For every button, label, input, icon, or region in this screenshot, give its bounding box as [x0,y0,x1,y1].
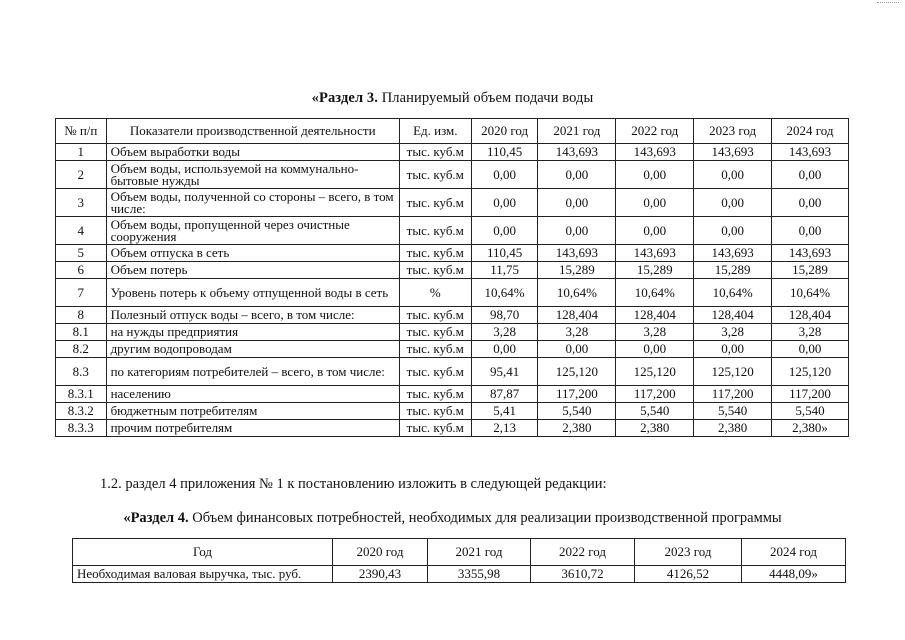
value-2024: 117,200 [772,386,849,403]
value-2020: 3,28 [471,324,538,341]
value-2021: 0,00 [538,189,616,217]
value-2023: 143,693 [694,245,772,262]
value-2023: 10,64% [694,279,772,307]
row-unit: тыс. куб.м [399,189,471,217]
table-header-row [73,539,846,566]
value-2024: 15,289 [772,262,849,279]
table-row [56,307,849,324]
row-name: Объем выработки воды [106,144,399,161]
value-2023: 0,00 [694,161,772,189]
row-name: Объем потерь [106,262,399,279]
value-2023: 2,380 [694,420,772,437]
value-2024: 2,380» [772,420,849,437]
row-unit: тыс. куб.м [399,307,471,324]
row-unit: тыс. куб.м [399,341,471,358]
value-2021: 2,380 [538,420,616,437]
row-number: 6 [56,262,107,279]
table-row [56,386,849,403]
value-2024: 3,28 [772,324,849,341]
row-name: Необходимая валовая выручка, тыс. руб. [73,566,333,583]
value-2023: 143,693 [694,144,772,161]
value-2024: 4448,09» [742,566,846,583]
value-2024: 143,693 [772,245,849,262]
value-2021: 0,00 [538,341,616,358]
value-2024: 125,120 [772,358,849,386]
value-2023: 128,404 [694,307,772,324]
value-2023: 117,200 [694,386,772,403]
value-2023: 15,289 [694,262,772,279]
row-number: 3 [56,189,107,217]
header-2020: 2020 год [333,539,428,566]
table-row [56,324,849,341]
row-name: бюджетным потребителям [106,403,399,420]
row-name: прочим потребителям [106,420,399,437]
section-4-quote: « [123,510,131,526]
row-number: 8 [56,307,107,324]
row-name: населению [106,386,399,403]
table-row [56,144,849,161]
header-year: Год [73,539,333,566]
row-number: 8.3.3 [56,420,107,437]
table-row [56,161,849,189]
scan-artifact [877,2,899,6]
value-2021: 117,200 [538,386,616,403]
header-2022: 2022 год [531,539,635,566]
row-number: 8.3 [56,358,107,386]
value-2021: 143,693 [538,245,616,262]
value-2023: 0,00 [694,189,772,217]
value-2020: 95,41 [471,358,538,386]
value-2022: 0,00 [616,161,694,189]
value-2021: 3355,98 [428,566,531,583]
value-2020: 2,13 [471,420,538,437]
value-2023: 0,00 [694,217,772,245]
row-unit: тыс. куб.м [399,161,471,189]
row-number: 2 [56,161,107,189]
table-row [56,358,849,386]
value-2022: 3610,72 [531,566,635,583]
value-2020: 0,00 [471,341,538,358]
amendment-paragraph: 1.2. раздел 4 приложения № 1 к постановлению изложить в следующей редакции: [100,476,607,492]
header-2023: 2023 год [635,539,742,566]
value-2021: 15,289 [538,262,616,279]
value-2021: 125,120 [538,358,616,386]
value-2023: 125,120 [694,358,772,386]
value-2022: 10,64% [616,279,694,307]
value-2023: 5,540 [694,403,772,420]
row-unit: тыс. куб.м [399,217,471,245]
table-header-row [56,119,849,144]
row-name: другим водопроводам [106,341,399,358]
table-row [56,279,849,307]
row-unit: тыс. куб.м [399,420,471,437]
row-unit: тыс. куб.м [399,403,471,420]
table-row [56,189,849,217]
header-2022: 2022 год [616,119,694,144]
value-2024: 5,540 [772,403,849,420]
row-name: Полезный отпуск воды – всего, в том числе: [106,307,399,324]
value-2023: 3,28 [694,324,772,341]
value-2022: 0,00 [616,217,694,245]
value-2024: 0,00 [772,189,849,217]
value-2021: 10,64% [538,279,616,307]
header-2021: 2021 год [428,539,531,566]
row-name: по категориям потребителей – всего, в том числе: [106,358,399,386]
header-2020: 2020 год [471,119,538,144]
table-row [56,245,849,262]
section-3-label: Раздел 3. [319,90,378,106]
value-2021: 3,28 [538,324,616,341]
table-row [56,341,849,358]
value-2022: 125,120 [616,358,694,386]
header-2023: 2023 год [694,119,772,144]
value-2020: 110,45 [471,245,538,262]
row-unit: тыс. куб.м [399,262,471,279]
row-number: 8.1 [56,324,107,341]
row-number: 8.2 [56,341,107,358]
header-2024: 2024 год [772,119,849,144]
value-2020: 10,64% [471,279,538,307]
section-3-quote: « [311,90,319,106]
value-2022: 15,289 [616,262,694,279]
value-2022: 128,404 [616,307,694,324]
value-2020: 0,00 [471,217,538,245]
table-row [56,262,849,279]
section-4-label: Раздел 4. [130,510,189,526]
table-row [56,217,849,245]
value-2021: 5,540 [538,403,616,420]
value-2024: 0,00 [772,217,849,245]
value-2021: 143,693 [538,144,616,161]
value-2024: 143,693 [772,144,849,161]
section-4-title: Объем финансовых потребностей, необходимых для реализации производственной программы [192,510,782,526]
row-name: Объем воды, используемой на коммунально-бытовые нужды [106,161,399,189]
row-name: Уровень потерь к объему отпущенной воды в сеть [106,279,399,307]
value-2022: 3,28 [616,324,694,341]
row-unit: тыс. куб.м [399,324,471,341]
header-number: № п/п [56,119,107,144]
row-name: Объем отпуска в сеть [106,245,399,262]
value-2020: 0,00 [471,161,538,189]
financial-needs-table [72,538,846,583]
value-2020: 87,87 [471,386,538,403]
row-number: 4 [56,217,107,245]
table-row [56,420,849,437]
row-name: на нужды предприятия [106,324,399,341]
value-2022: 143,693 [616,245,694,262]
header-2024: 2024 год [742,539,846,566]
value-2020: 110,45 [471,144,538,161]
row-number: 8.3.1 [56,386,107,403]
value-2022: 0,00 [616,341,694,358]
header-2021: 2021 год [538,119,616,144]
row-unit: тыс. куб.м [399,144,471,161]
value-2022: 0,00 [616,189,694,217]
value-2021: 0,00 [538,217,616,245]
row-unit: тыс. куб.м [399,358,471,386]
value-2024: 0,00 [772,341,849,358]
value-2024: 128,404 [772,307,849,324]
value-2023: 0,00 [694,341,772,358]
value-2022: 2,380 [616,420,694,437]
row-name: Объем воды, пропущенной через очистные сооружения [106,217,399,245]
header-unit: Ед. изм. [399,119,471,144]
row-unit: тыс. куб.м [399,245,471,262]
value-2021: 0,00 [538,161,616,189]
row-unit: % [399,279,471,307]
row-name: Объем воды, полученной со стороны – всего, в том числе: [106,189,399,217]
value-2023: 4126,52 [635,566,742,583]
table-row [73,566,846,583]
section-4-heading [0,510,905,527]
value-2022: 143,693 [616,144,694,161]
value-2020: 11,75 [471,262,538,279]
value-2024: 10,64% [772,279,849,307]
section-3-heading [0,90,905,107]
header-indicator: Показатели производственной деятельности [106,119,399,144]
value-2020: 98,70 [471,307,538,324]
row-number: 8.3.2 [56,403,107,420]
value-2022: 5,540 [616,403,694,420]
table-row [56,403,849,420]
section-3-title: Планируемый объем подачи воды [381,90,594,106]
value-2020: 2390,43 [333,566,428,583]
row-number: 7 [56,279,107,307]
value-2020: 5,41 [471,403,538,420]
row-number: 1 [56,144,107,161]
value-2021: 128,404 [538,307,616,324]
row-number: 5 [56,245,107,262]
value-2022: 117,200 [616,386,694,403]
row-unit: тыс. куб.м [399,386,471,403]
value-2024: 0,00 [772,161,849,189]
value-2020: 0,00 [471,189,538,217]
water-supply-table [55,118,849,437]
